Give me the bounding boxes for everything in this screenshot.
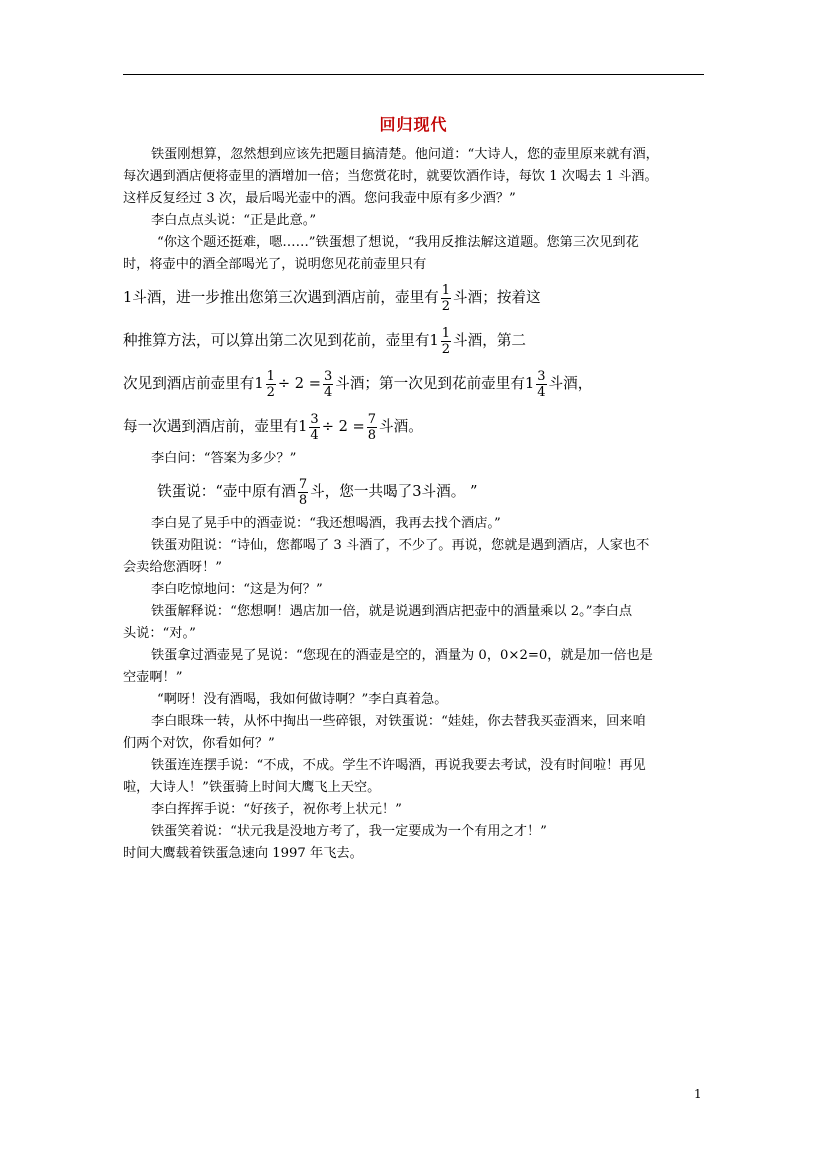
numerator: 7 bbox=[298, 476, 308, 492]
paragraph: 李白眼珠一转，从怀中掏出一些碎银，对铁蛋说：“娃娃，你去替我买壶酒来，回来咱 bbox=[151, 714, 646, 729]
text-span: 1斗酒，进一步推出您第三次遇到酒店前，壶里有 bbox=[123, 289, 439, 306]
paragraph: 李白点点头说：“正是此意。” bbox=[151, 213, 317, 228]
text-span: 斗酒，第二 bbox=[453, 332, 527, 349]
paragraph: 李白吃惊地问：“这是为何？” bbox=[151, 582, 323, 597]
paragraph: 会卖给您酒呀！” bbox=[123, 560, 223, 575]
text-span: 每一次遇到酒店前，壶里有1 bbox=[123, 418, 308, 435]
numerator: 3 bbox=[537, 368, 546, 384]
numerator: 1 bbox=[266, 368, 275, 384]
denominator: 4 bbox=[323, 384, 333, 400]
text-span: 斗酒；第一次见到花前壶里有1 bbox=[335, 375, 535, 392]
text-span: ÷ 2 = bbox=[277, 375, 321, 392]
text-span: 斗酒；按着这 bbox=[453, 289, 541, 306]
paragraph: 每次遇到酒店便将壶里的酒增加一倍；当您赏花时，就要饮酒作诗，每饮 1 次喝去 1 斗酒。 bbox=[123, 169, 658, 184]
paragraph: “你这个题还挺难，嗯……”铁蛋想了想说，“我用反推法解这道题。您第三次见到花 bbox=[157, 235, 639, 250]
fraction-seven-eighths bbox=[367, 413, 377, 442]
answer-line bbox=[123, 470, 707, 513]
paragraph: 李白挥挥手说：“好孩子，祝你考上状元！” bbox=[151, 802, 402, 817]
text-span: 斗酒， bbox=[548, 375, 593, 392]
denominator: 8 bbox=[298, 492, 308, 508]
math-line-2 bbox=[123, 319, 707, 362]
page-number: 1 bbox=[694, 1087, 702, 1101]
document-body bbox=[123, 144, 707, 865]
paragraph: 们两个对饮，你看如何？” bbox=[123, 736, 275, 751]
paragraph: 头说：“对。” bbox=[123, 626, 196, 641]
denominator: 4 bbox=[310, 427, 319, 443]
denominator: 2 bbox=[441, 298, 451, 314]
text-span: 种推算方法，可以算出第二次见到花前，壶里有1 bbox=[123, 332, 439, 349]
math-line-3 bbox=[123, 362, 707, 405]
paragraph: 铁蛋连连摆手说：“不成，不成。学生不许喝酒，再说我要去考试，没有时间啦！再见 bbox=[151, 758, 646, 773]
header-rule bbox=[123, 74, 704, 75]
fraction-three-quarters bbox=[323, 370, 333, 399]
paragraph: 啦，大诗人！”铁蛋骑上时间大鹰飞上天空。 bbox=[123, 780, 381, 795]
paragraph: “啊呀！没有酒喝，我如何做诗啊？”李白真着急。 bbox=[157, 692, 448, 707]
paragraph: 李白晃了晃手中的酒壶说：“我还想喝酒，我再去找个酒店。” bbox=[151, 516, 501, 531]
paragraph: 铁蛋劝阻说：“诗仙，您都喝了 3 斗酒了，不少了。再说，您就是遇到酒店，人家也不 bbox=[151, 538, 650, 553]
denominator: 2 bbox=[441, 341, 451, 357]
paragraph: 铁蛋拿过酒壶晃了晃说：“您现在的酒壶是空的，酒量为 0，0×2=0，就是加一倍也是 bbox=[151, 648, 653, 663]
page-title: 回归现代 bbox=[379, 115, 448, 134]
denominator: 4 bbox=[537, 384, 546, 400]
numerator: 1 bbox=[441, 325, 451, 341]
math-line-4 bbox=[123, 405, 707, 448]
denominator: 2 bbox=[266, 384, 275, 400]
paragraph: 时间大鹰载着铁蛋急速向 1997 年飞去。 bbox=[123, 846, 363, 861]
numerator: 7 bbox=[367, 411, 377, 427]
paragraph: 李白问：“答案为多少？” bbox=[151, 451, 297, 466]
math-line-1 bbox=[123, 276, 707, 319]
paragraph: 空壶啊！” bbox=[123, 670, 183, 685]
denominator: 8 bbox=[367, 427, 377, 443]
fraction-three-quarters bbox=[309, 413, 319, 442]
numerator: 3 bbox=[323, 368, 333, 384]
paragraph: 这样反复经过 3 次，最后喝光壶中的酒。您问我壶中原有多少酒？” bbox=[123, 191, 516, 206]
paragraph: 铁蛋笑着说：“状元我是没地方考了，我一定要成为一个有用之才！” bbox=[151, 824, 547, 839]
paragraph: 铁蛋刚想算，忽然想到应该先把题目搞清楚。他问道：“大诗人，您的壶里原来就有酒， bbox=[151, 147, 659, 162]
fraction-three-quarters bbox=[536, 370, 546, 399]
paragraph: 铁蛋解释说：“您想啊！遇店加一倍，就是说遇到酒店把壶中的酒量乘以 2。”李白点 bbox=[151, 604, 633, 619]
numerator: 3 bbox=[310, 411, 319, 427]
fraction-half bbox=[441, 327, 451, 356]
text-span: ÷ 2 = bbox=[321, 418, 365, 435]
fraction-half bbox=[266, 370, 276, 399]
text-span: 铁蛋说：“壶中原有酒 bbox=[157, 483, 296, 500]
text-span: 次见到酒店前壶里有1 bbox=[123, 375, 264, 392]
paragraph: 时，将壶中的酒全部喝光了，说明您见花前壶里只有 bbox=[123, 257, 427, 272]
text-span: 斗酒。 bbox=[379, 418, 423, 435]
fraction-half bbox=[441, 284, 451, 313]
fraction-seven-eighths bbox=[298, 478, 308, 507]
numerator: 1 bbox=[441, 282, 451, 298]
text-span: 斗，您一共喝了3斗酒。 ” bbox=[310, 483, 478, 500]
